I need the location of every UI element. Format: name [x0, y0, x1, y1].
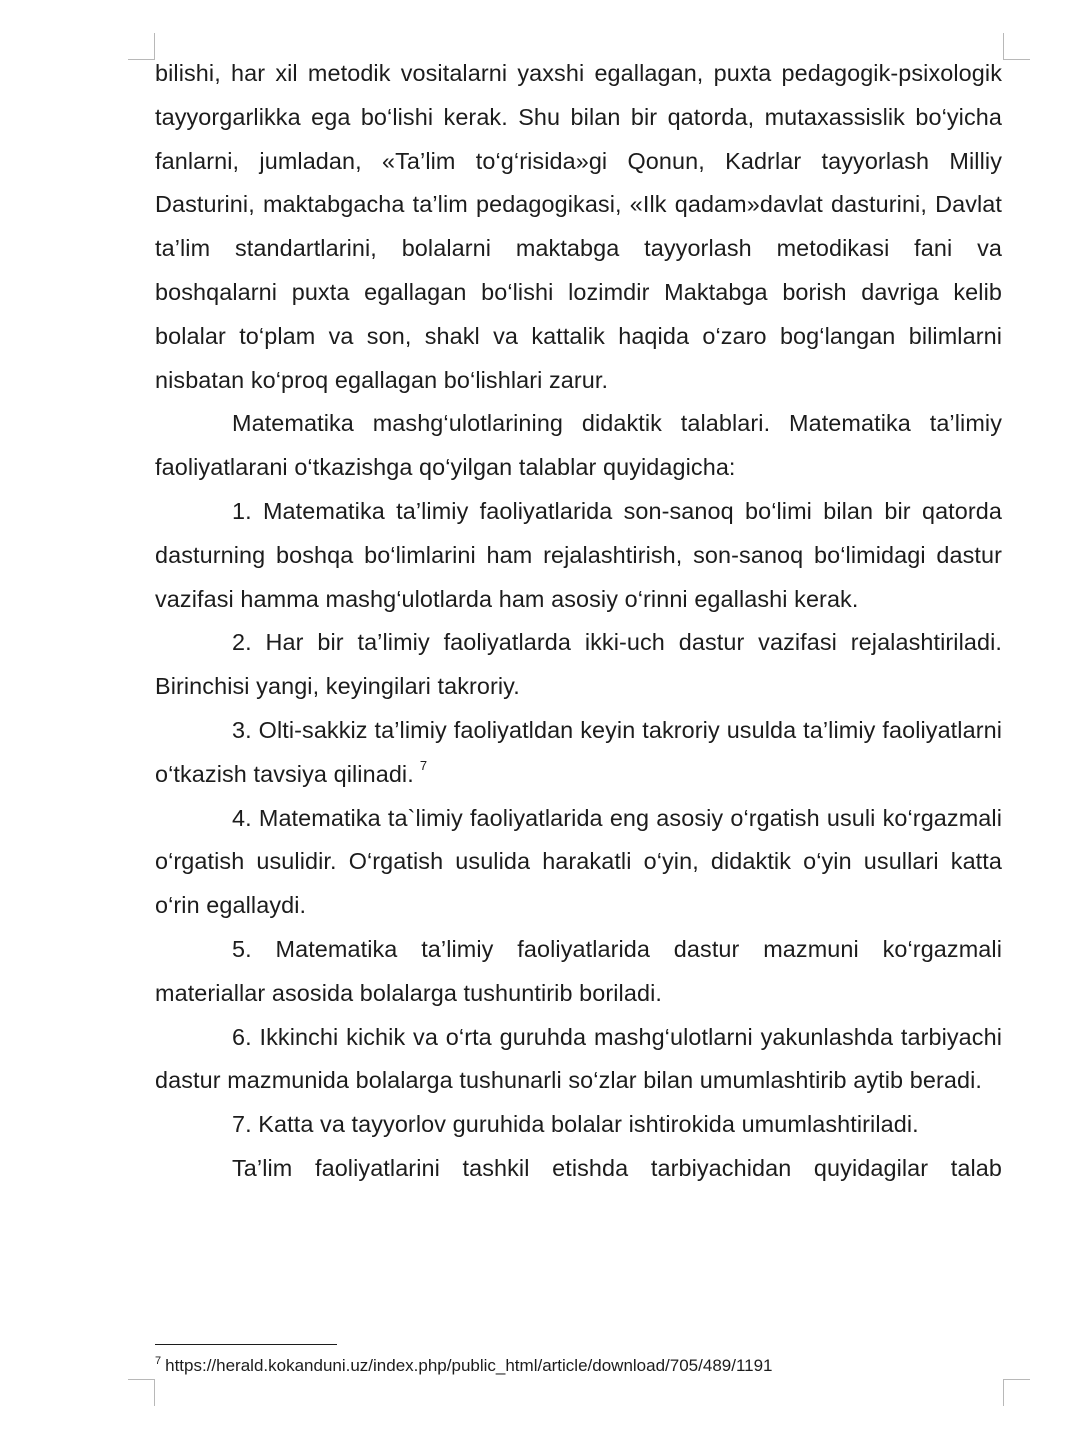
footnote-separator — [155, 1344, 337, 1345]
list-item-3-text: 3. Olti-sakkiz ta’limiy faoliyatldan keyin takroriy usulda ta’limiy faoliyatlarni o‘tkazish tavsiya qilinadi. — [155, 716, 1002, 787]
footnote — [155, 1354, 773, 1378]
paragraph-didactic-requirements: Matematika mashg‘ulotlarining didaktik talablari. Matematika ta’limiy faoliyatlarani o‘tkazishga qo‘yilgan talablar quyidagicha: — [155, 410, 1002, 481]
document-body — [155, 52, 1002, 1191]
paragraph-teacher-requirements: Ta’lim faoliyatlarini tashkil etishda tarbiyachidan quyidagilar talab — [232, 1154, 1002, 1181]
crop-mark-bottom-left — [128, 1379, 155, 1406]
footnote-reference[interactable]: 7 — [419, 757, 428, 773]
list-item-5: 5. Matematika ta’limiy faoliyatlarida dastur mazmuni ko‘rgazmali materiallar asosida bolalarga tushuntirib boriladi. — [155, 935, 1002, 1006]
list-item-3 — [155, 709, 1002, 797]
crop-mark-top-left — [128, 33, 155, 60]
crop-mark-bottom-right — [1003, 1379, 1030, 1406]
footnote-link[interactable]: https://herald.kokanduni.uz/index.php/public_html/article/download/705/489/1191 — [165, 1356, 773, 1375]
list-item-6: 6. Ikkinchi kichik va o‘rta guruhda mashg‘ulotlarni yakunlashda tarbiyachi dastur mazmunida bolalarga tushunarli so‘zlar bilan umumlashtirib aytib beradi. — [155, 1023, 1002, 1094]
footnote-number: 7 — [155, 1355, 162, 1367]
paragraph-continuation: bilishi, har xil metodik vositalarni yaxshi egallagan, puxta pedagogik-psixologik tayyorgarlikka ega bo‘lishi kerak. Shu bilan bir qatorda, mutaxassislik bo‘yicha fanlarni, jumladan, «Ta’lim to‘g‘risida»gi Qonun, Kadrlar tayyorlash Milliy Dasturini, maktabgacha ta’lim pedagogikasi, «Ilk qadam»davlat dasturini, Davlat ta’lim standartlarini, bolalarni maktabga tayyorlash metodikasi fani va boshqalarni puxta egallagan bo‘lishi lozimdir Maktabga borish davriga kelib bolalar to‘plam va son, shakl va kattalik haqida o‘zaro bog‘langan bilimlarni nisbatan ko‘proq egallagan bo‘lishlari zarur. — [155, 60, 1002, 393]
list-item-4: 4. Matematika ta`limiy faoliyatlarida eng asosiy o‘rgatish usuli ko‘rgazmali o‘rgatish usulidir. O‘rgatish usulida harakatli o‘yin, didaktik o‘yin usullari katta o‘rin egallaydi. — [155, 804, 1002, 919]
list-item-1: 1. Matematika ta’limiy faoliyatlarida son-sanoq bo‘limi bilan bir qatorda dasturning boshqa bo‘limlarini ham rejalashtirish, son-sanoq bo‘limidagi dastur vazifasi hamma mashg‘ulotlarda ham asosiy o‘rinni egallashi kerak. — [155, 497, 1002, 612]
crop-mark-top-right — [1003, 33, 1030, 60]
list-item-2: 2. Har bir ta’limiy faoliyatlarda ikki-uch dastur vazifasi rejalashtiriladi. Birinchisi yangi, keyingilari takroriy. — [155, 629, 1002, 700]
list-item-7: 7. Katta va tayyorlov guruhida bolalar ishtirokida umumlashtiriladi. — [232, 1111, 919, 1138]
